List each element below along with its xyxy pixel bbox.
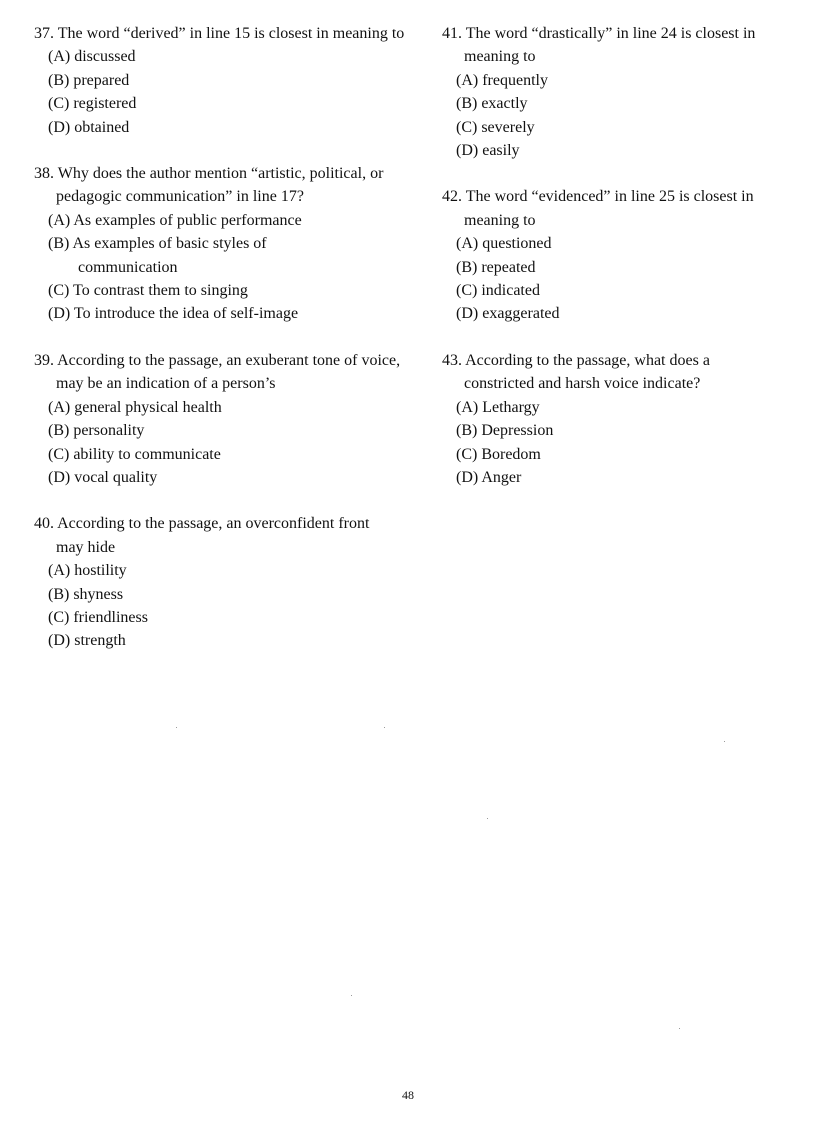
answer-option-d: (D) To introduce the idea of self-image (48, 305, 299, 323)
answer-option-b: (B) exactly (456, 95, 528, 113)
left-question-column (30, 22, 410, 676)
answer-option-d: (D) vocal quality (48, 468, 158, 486)
scan-speck (487, 818, 488, 819)
scan-speck (176, 727, 177, 728)
answer-option-a: (A) questioned (456, 235, 552, 253)
answer-option-b: (B) personality (48, 422, 145, 440)
question-37 (30, 22, 410, 139)
question-42 (438, 185, 803, 325)
answer-option-a: (A) general physical health (48, 398, 222, 416)
scan-speck (384, 727, 385, 728)
scan-speck (724, 741, 725, 742)
answer-options (30, 45, 410, 139)
answer-options (438, 232, 803, 326)
scan-speck (679, 1028, 680, 1029)
answer-options (30, 209, 410, 326)
answer-options (30, 559, 410, 653)
answer-option-a: (A) frequently (456, 71, 548, 89)
answer-options (30, 396, 410, 490)
answer-option-c: (C) indicated (456, 282, 540, 300)
answer-option-d: (D) Anger (456, 468, 522, 486)
answer-option-b: (B) prepared (48, 71, 130, 89)
answer-option-d: (D) obtained (48, 118, 130, 136)
answer-option-d: (D) strength (48, 632, 126, 650)
answer-option-b: (B) Depression (456, 422, 554, 440)
answer-option-a: (A) discussed (48, 48, 136, 66)
question-stem: 41. The word “drastically” in line 24 is closest in meaning to (442, 25, 756, 66)
answer-option-c: (C) severely (456, 118, 535, 136)
answer-option-c: (C) registered (48, 95, 137, 113)
question-38 (30, 162, 410, 326)
answer-option-c: (C) friendliness (48, 608, 148, 626)
question-stem: 42. The word “evidenced” in line 25 is closest in meaning to (442, 188, 754, 229)
question-stem: 38. Why does the author mention “artistic, political, or pedagogic communication” in line 17? (34, 165, 384, 206)
answer-options (438, 396, 803, 490)
answer-option-a: (A) As examples of public performance (48, 211, 302, 229)
answer-option-c: (C) Boredom (456, 445, 541, 463)
answer-options (438, 69, 803, 163)
answer-option-a: (A) hostility (48, 562, 127, 580)
right-question-column (438, 22, 803, 512)
answer-option-d: (D) exaggerated (456, 305, 560, 323)
question-39 (30, 349, 410, 489)
question-43 (438, 349, 803, 489)
scan-speck (351, 995, 352, 996)
question-40 (30, 512, 410, 652)
answer-option-b-text: (B) As examples of basic styles of communication (48, 235, 267, 276)
answer-option-c: (C) ability to communicate (48, 445, 221, 463)
question-stem: 43. According to the passage, what does a constricted and harsh voice indicate? (442, 351, 710, 393)
answer-option-d: (D) easily (456, 142, 520, 160)
page-number: 48 (402, 1088, 414, 1102)
question-41 (438, 22, 803, 162)
answer-option-c: (C) To contrast them to singing (48, 282, 248, 300)
answer-option-b: (B) shyness (48, 585, 124, 603)
question-stem: 40. According to the passage, an overconfident front may hide (34, 515, 370, 556)
question-stem: 39. According to the passage, an exuberant tone of voice, may be an indication of a person’s (34, 351, 401, 393)
answer-option-b: (B) repeated (456, 258, 536, 276)
question-stem: 37. The word “derived” in line 15 is closest in meaning to (34, 25, 405, 42)
answer-option-b (30, 232, 410, 279)
answer-option-a: (A) Lethargy (456, 398, 540, 416)
